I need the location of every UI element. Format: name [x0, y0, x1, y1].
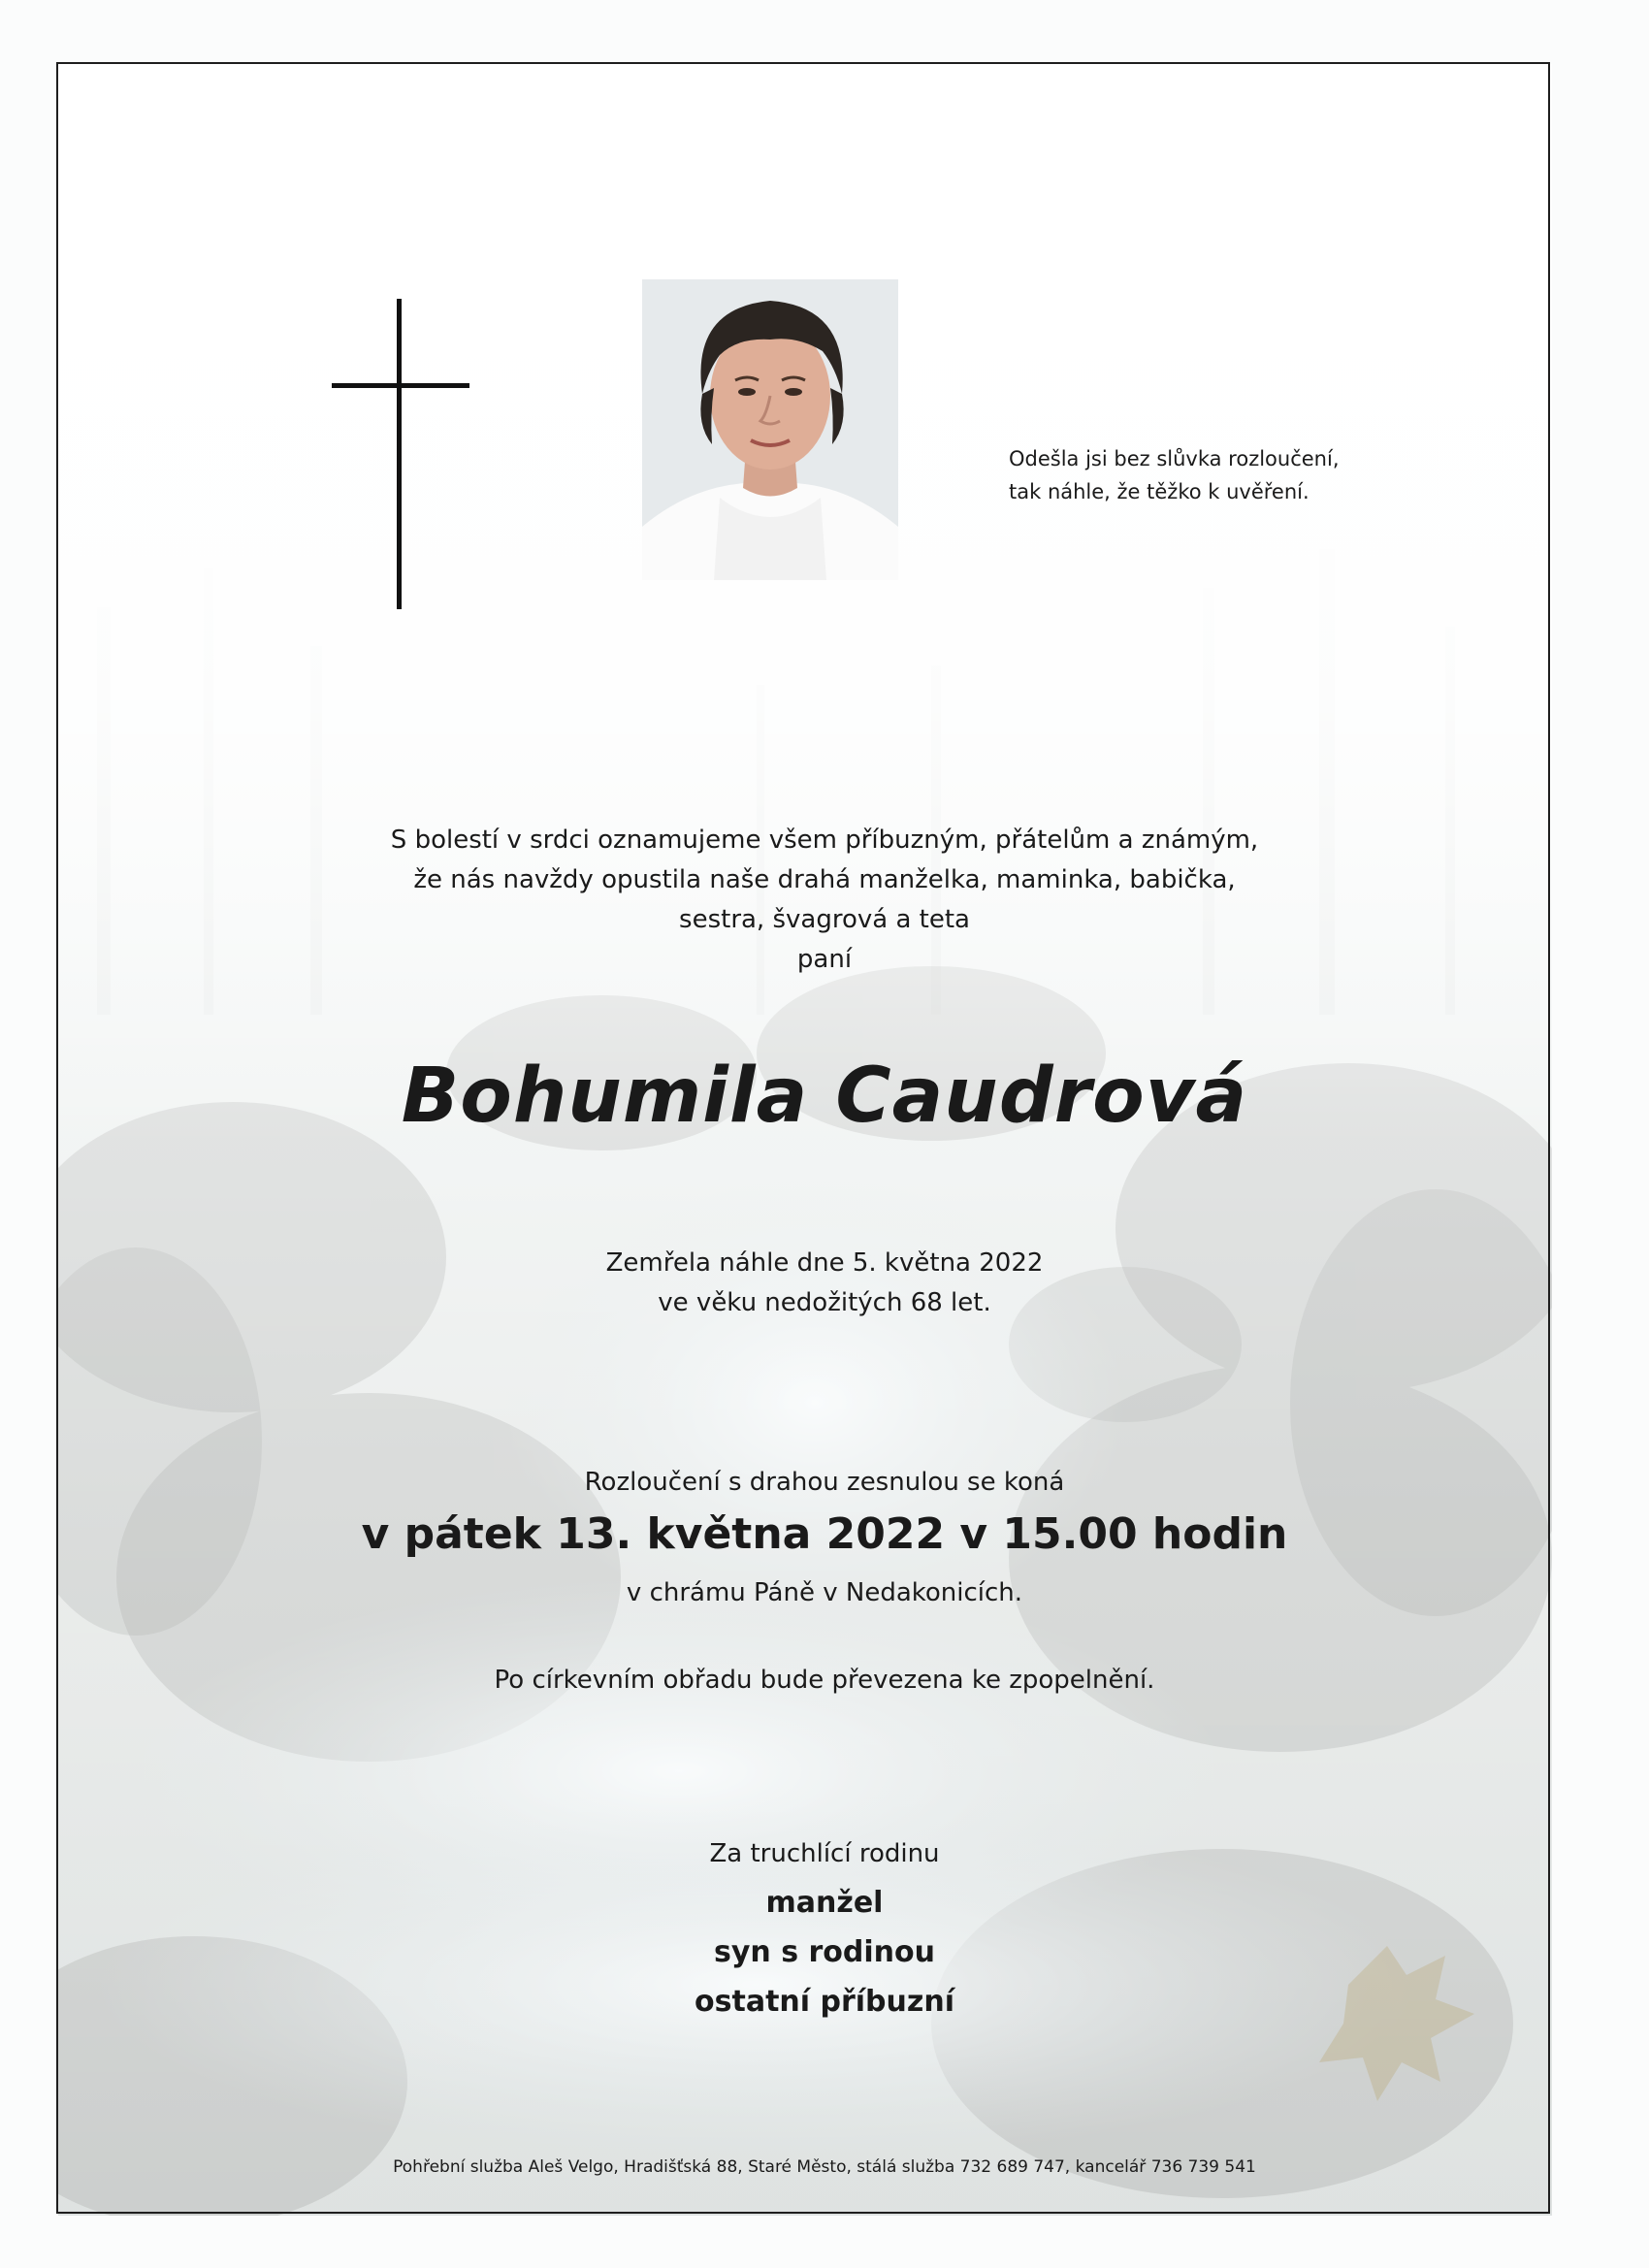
farewell-place: v chrámu Páně v Nedakonicích.: [626, 1578, 1023, 1607]
family-member: ostatní příbuzní: [695, 1985, 954, 2019]
motto-line: Odešla jsi bez slůvka rozloučení,: [1009, 447, 1340, 470]
motto-verse: [1009, 442, 1416, 508]
deceased-name: Bohumila Caudrová: [401, 1053, 1248, 1140]
death-info: [0, 1244, 1649, 1323]
death-line: Zemřela náhle dne 5. května 2022: [605, 1248, 1044, 1278]
motto-line: tak náhle, že těžko k uvěření.: [1009, 480, 1310, 503]
intro-line: paní: [796, 945, 853, 974]
family-members: [0, 1878, 1649, 2026]
family-member: syn s rodinou: [713, 1935, 935, 1969]
family-intro: Za truchlící rodinu: [709, 1839, 940, 1868]
funeral-service-footer: Pohřební služba Aleš Velgo, Hradišťská 88, Staré Město, stálá služba 732 689 747, kancelář 736 739 541: [393, 2157, 1256, 2177]
announcement-intro: [0, 821, 1649, 980]
family-member: manžel: [765, 1886, 884, 1920]
intro-line: že nás navždy opustila naše drahá manželka, maminka, babička,: [413, 865, 1236, 894]
farewell-date: v pátek 13. května 2022 v 15.00 hodin: [361, 1509, 1288, 1559]
intro-line: sestra, švagrová a teta: [679, 905, 970, 934]
farewell-intro: Rozloučení s drahou zesnulou se koná: [584, 1468, 1065, 1497]
portrait-photo: [642, 279, 898, 580]
intro-line: S bolestí v srdci oznamujeme všem příbuzným, přátelům a známým,: [390, 826, 1259, 855]
after-ceremony-note: Po církevním obřadu bude převezena ke zpopelnění.: [494, 1666, 1155, 1695]
death-line: ve věku nedožitých 68 let.: [658, 1288, 991, 1317]
